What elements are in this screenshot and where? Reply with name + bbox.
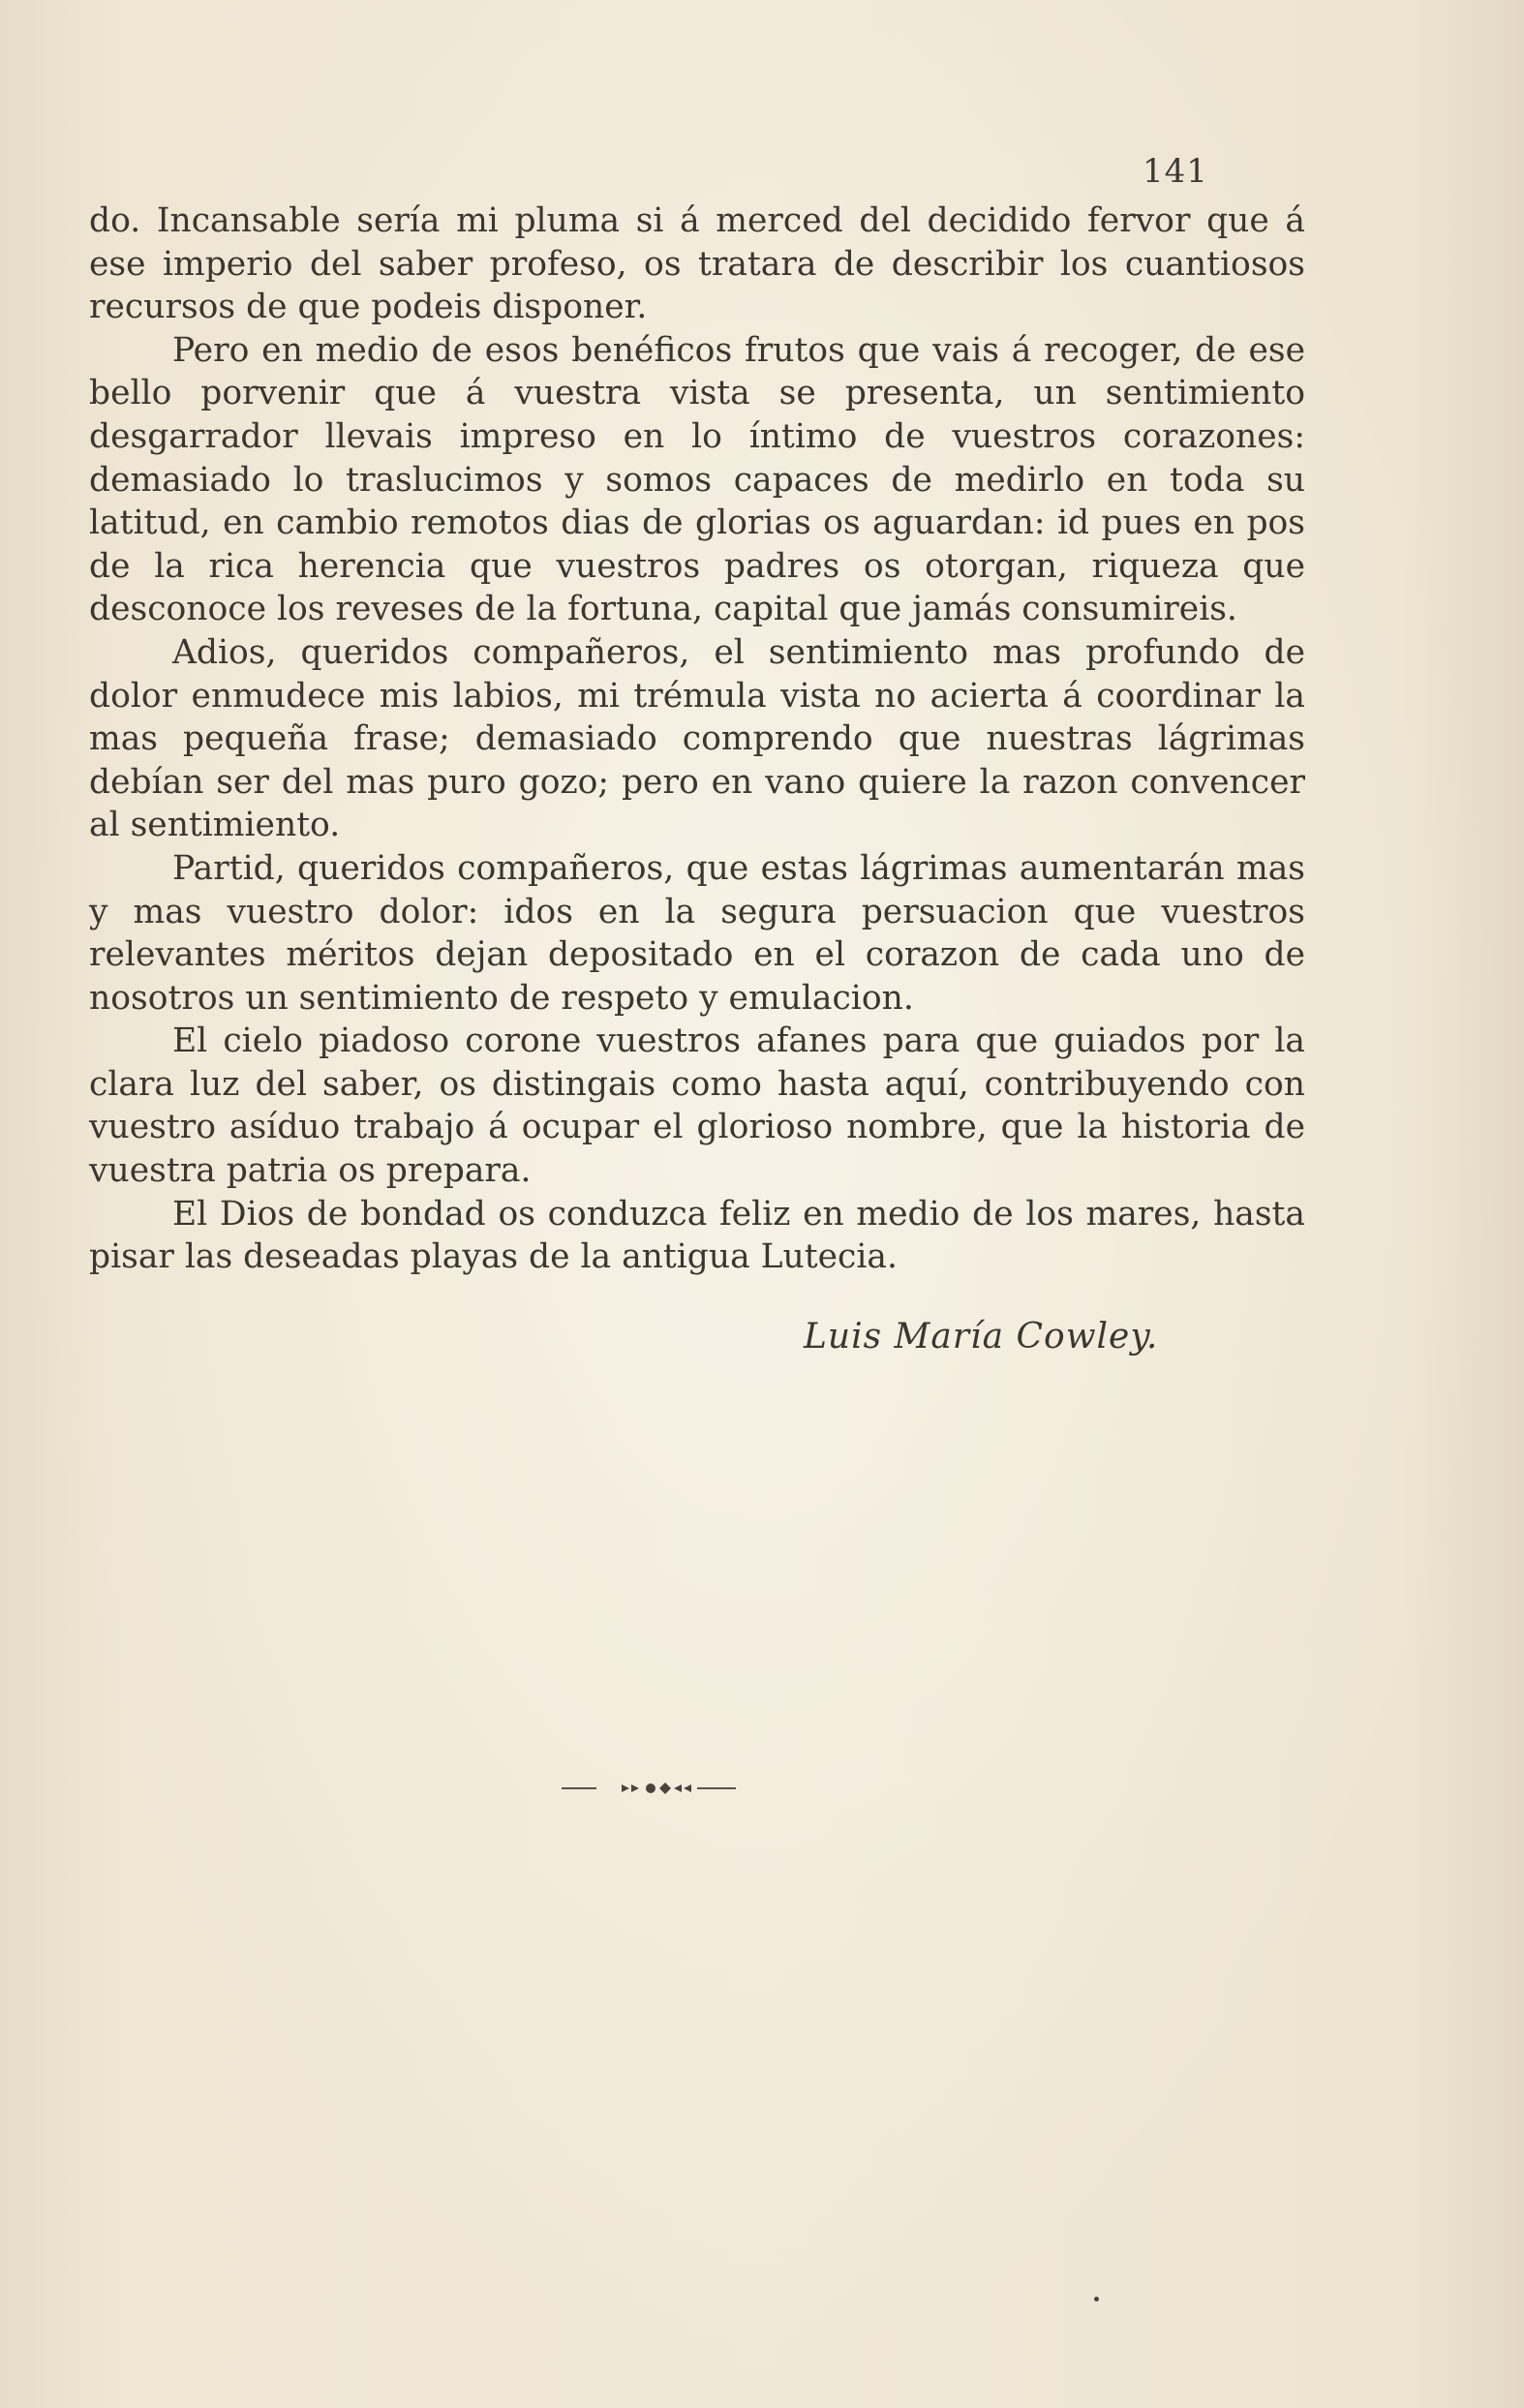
paragraph-3: Adios, queridos compañeros, el sentimiento mas profundo de dolor enmudece mis labios, mi trémula vista no acierta á coordinar la mas pequeña frase; demasiado comprendo que nuestras lágrimas debían ser del mas puro gozo; pero en vano quiere la razon convencer al sentimiento. — [89, 632, 1305, 845]
ornament-divider — [562, 1774, 833, 1803]
body-text — [89, 199, 1305, 1279]
paragraph-1: do. Incansable sería mi pluma si á merced del decidido fervor que á ese imperio del saber profeso, os tratara de describir los cuantiosos recursos de que podeis disponer. — [89, 201, 1305, 327]
paragraph-5: El cielo piadoso corone vuestros afanes para que guiados por la clara luz del saber, os distingais como hasta aquí, contribuyendo con vuestro asíduo trabajo á ocupar el glorioso nombre, que la historia de vuestra patria os prepara. — [89, 1021, 1305, 1191]
paragraph-4: Partid, queridos compañeros, que estas lágrimas aumentarán mas y mas vuestro dolor: idos en la segura persuacion que vuestros relevantes méritos dejan depositado en el corazon de cada uno de nosotros un sentimiento de respeto y emulacion. — [89, 848, 1305, 1018]
signature: Luis María Cowley. — [804, 1317, 1159, 1356]
page-number: 141 — [1143, 152, 1208, 191]
paragraph-2: Pero en medio de esos benéficos frutos que vais á recoger, de ese bello porvenir que á vuestra vista se presenta, un sentimiento desgarrador llevais impreso en lo íntimo de vuestros corazones: demasiado lo traslucimos y somos capaces de medirlo en toda su latitud, en cambio remotos dias de glorias os aguardan: id pues en pos de la rica herencia que vuestros padres os otorgan, riqueza que desconoce los reveses de la fortuna, capital que jamás consumireis. — [89, 330, 1305, 629]
ink-dot — [1094, 2297, 1099, 2301]
paragraph-6: El Dios de bondad os conduzca feliz en medio de los mares, hasta pisar las deseadas playas de la antigua Lutecia. — [89, 1194, 1305, 1277]
